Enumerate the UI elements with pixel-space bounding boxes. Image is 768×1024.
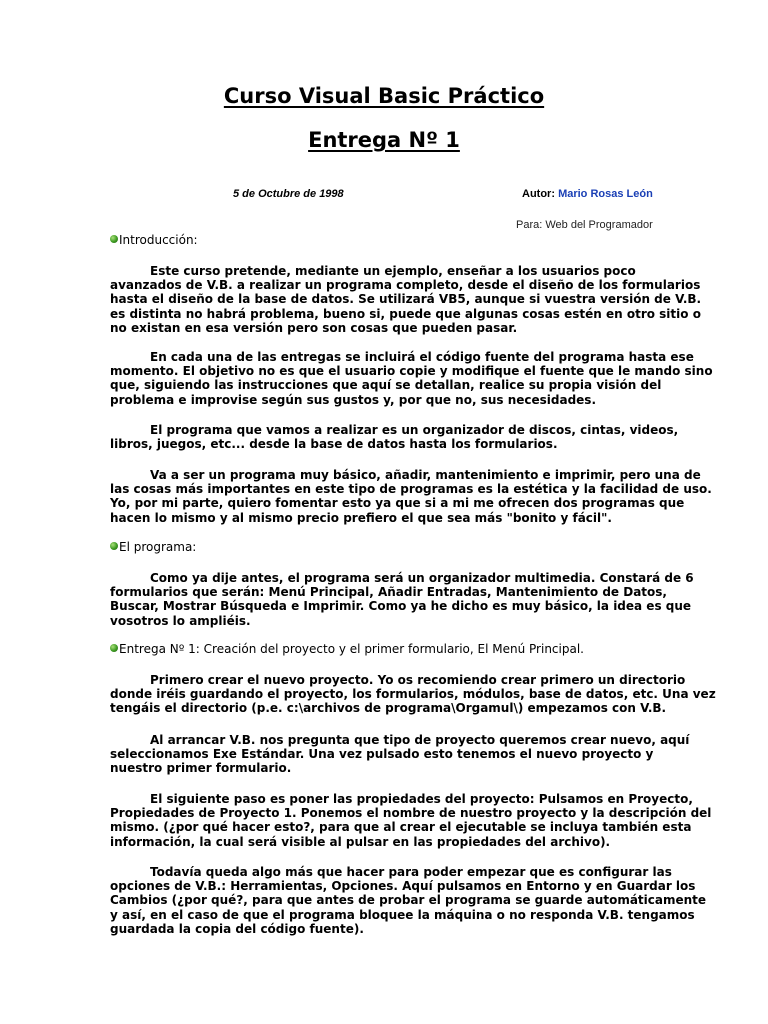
paragraph	[110, 673, 716, 716]
paragraph-line: Yo, por mi parte, quiero fomentar esto ya que si a mi me ofrecen dos programas que	[110, 496, 685, 511]
paragraph	[110, 571, 694, 628]
paragraph-line: Propiedades de Proyecto 1. Ponemos el nombre de nuestro proyecto y la descripción del	[110, 806, 712, 821]
paragraph-line: vosotros lo ampliéis.	[110, 613, 251, 628]
paragraph-line: El programa que vamos a realizar es un organizador de discos, cintas, videos,	[150, 423, 679, 437]
paragraph	[110, 468, 712, 525]
paragraph-line: información, la cual será visible al pulsar en las propiedades del archivo).	[110, 834, 611, 849]
paragraph-line: que, siguiendo las instrucciones que aquí se detallan, realice su propia visión del	[110, 378, 662, 393]
green-bullet-icon	[110, 542, 118, 550]
paragraph-line: es distinta no habrá problema, bueno si, puede que algunas cosas estén en otro sitio o	[110, 306, 701, 321]
paragraph	[110, 423, 679, 452]
paragraph-line: hacen lo mismo y al mismo precio prefiero el que sea más "bonito y fácil".	[110, 510, 612, 525]
paragraph-line: momento. El objetivo no es que el usuario copie y modifique el fuente que le mando sino	[110, 364, 713, 379]
section-heading-el-programa	[110, 540, 196, 554]
paragraph	[110, 264, 702, 335]
paragraph-line: hasta el diseño de la base de datos. Se utilizará VB5, aunque si vuestra versión de V.B.	[110, 292, 702, 307]
section-heading-introduccion	[110, 233, 198, 247]
paragraph-line: Al arrancar V.B. nos pregunta que tipo de proyecto queremos crear nuevo, aquí	[150, 733, 690, 747]
author-line	[522, 188, 653, 200]
paragraph-line: problema e improvise según sus gustos y, por que no, sus necesidades.	[110, 392, 597, 407]
author-label: Autor:	[522, 188, 555, 200]
paragraph-line: y así, en el caso de que el programa bloquee la máquina o no responda V.B. tengamos	[110, 907, 695, 922]
section-heading-entrega-1	[110, 642, 584, 656]
section-heading-text: Entrega Nº 1: Creación del proyecto y el primer formulario, El Menú Principal.	[119, 642, 584, 656]
paragraph	[110, 792, 712, 849]
document-title: Curso Visual Basic Práctico	[223, 84, 545, 108]
paragraph-line: El siguiente paso es poner las propiedades del proyecto: Pulsamos en Proyecto,	[150, 792, 693, 806]
paragraph-line: formularios que serán: Menú Principal, Añadir Entradas, Mantenimiento de Datos,	[110, 585, 667, 600]
paragraph-line: Este curso pretende, mediante un ejemplo, enseñar a los usuarios poco	[150, 264, 636, 278]
paragraph-line: donde iréis guardando el proyecto, los formularios, módulos, base de datos, etc. Una vez	[110, 687, 716, 702]
paragraph-line: Primero crear el nuevo proyecto. Yo os recomiendo crear primero un directorio	[150, 673, 686, 687]
paragraph-line: guardada la copia del código fuente).	[110, 921, 364, 936]
green-bullet-icon	[110, 235, 118, 243]
publication-date: 5 de Octubre de 1998	[233, 188, 344, 200]
paragraph-line: no existan en esa versión pero son cosas que pueden pasar.	[110, 320, 518, 335]
paragraph-line: Cambios (¿por qué?, para que antes de probar el programa se guarde automáticamente	[110, 893, 707, 908]
paragraph-line: nuestro primer formulario.	[110, 761, 292, 776]
paragraph	[110, 733, 690, 776]
paragraph-line: Todavía queda algo más que hacer para poder empezar que es configurar las	[150, 865, 672, 879]
section-heading-text: El programa:	[119, 540, 197, 554]
paragraph-line: las cosas más importantes en este tipo de programas es la estética y la facilidad de uso.	[110, 482, 712, 497]
paragraph-line: avanzados de V.B. a realizar un programa completo, desde el diseño de los formularios	[110, 278, 701, 293]
paragraph-line: Como ya dije antes, el programa será un organizador multimedia. Constará de 6	[150, 571, 694, 585]
paragraph-line: En cada una de las entregas se incluirá el código fuente del programa hasta ese	[150, 350, 694, 364]
paragraph	[110, 865, 707, 936]
paragraph-line: libros, juegos, etc... desde la base de datos hasta los formularios.	[110, 437, 558, 452]
paragraph	[110, 350, 713, 407]
paragraph-line: tengáis el directorio (p.e. c:\archivos de programa\Orgamul\) empezamos con V.B.	[110, 701, 667, 716]
audience-line: Para: Web del Programador	[516, 219, 653, 231]
section-heading-text: Introducción:	[119, 233, 198, 247]
document-subtitle: Entrega Nº 1	[308, 128, 460, 152]
author-name: Mario Rosas León	[558, 188, 653, 200]
paragraph-line: seleccionamos Exe Estándar. Una vez pulsado esto tenemos el nuevo proyecto y	[110, 747, 654, 762]
paragraph-line: opciones de V.B.: Herramientas, Opciones. Aquí pulsamos en Entorno y en Guardar los	[110, 879, 696, 894]
paragraph-line: Va a ser un programa muy básico, añadir, mantenimiento e imprimir, pero una de	[150, 468, 701, 482]
paragraph-line: Buscar, Mostrar Búsqueda e Imprimir. Como ya he dicho es muy básico, la idea es que	[110, 599, 692, 614]
paragraph-line: mismo. (¿por qué hacer esto?, para que al crear el ejecutable se incluya también esta	[110, 820, 692, 835]
green-bullet-icon	[110, 644, 118, 652]
